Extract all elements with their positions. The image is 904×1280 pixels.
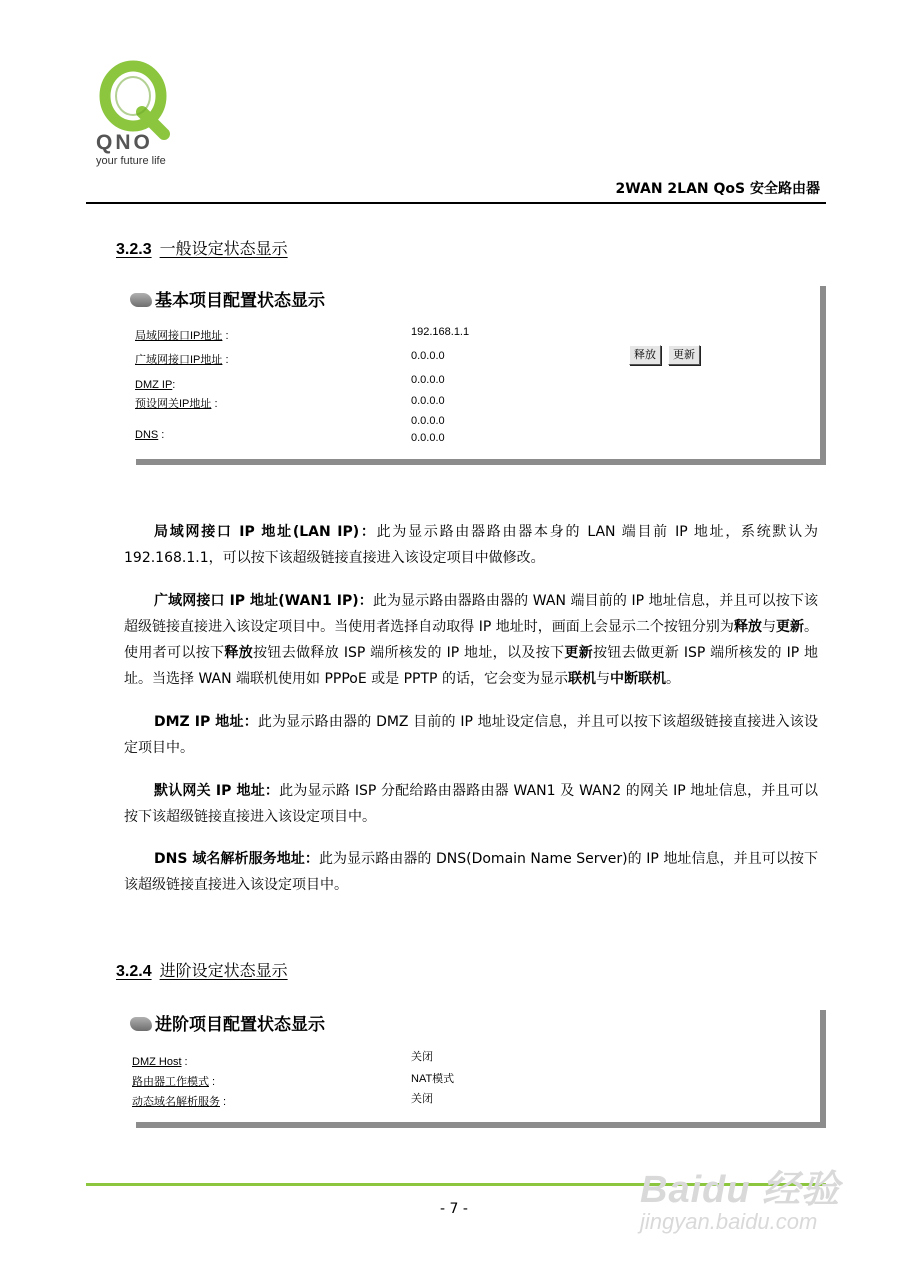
dns-value-1: 0.0.0.0 [411,415,445,427]
section-number: 3.2.4 [116,963,152,980]
dns-value-2: 0.0.0.0 [411,432,445,444]
row-dmz-ip [135,373,175,392]
paragraph-lead: 广域网接口 IP 地址(WAN1 IP)： [154,593,373,609]
row-ddns [132,1090,226,1109]
paragraph-text: 此为显示路由器的 DMZ 目前的 IP 地址设定信息，并且可以按下该超级链接直接进入该设定项目中。 [124,714,819,756]
paragraph-text: 此为显示路 ISP 分配给路由器路由器 WAN1 及 WAN2 的网关 IP 地址信息，并且可以按下该超级链接直接进入该设定项目中。 [124,783,819,825]
emphasis: 联机 [567,671,596,687]
bullet-icon [130,293,152,307]
paragraph-lead: DNS 域名解析服务地址： [154,851,319,867]
ddns-value: 关闭 [411,1093,433,1105]
emphasis: 释放 [224,645,254,661]
paragraph-lead: DMZ IP 地址： [154,714,258,730]
panel-title-text: 基本项目配置状态显示 [155,291,325,311]
header-divider [86,202,826,204]
paragraph-dns [124,846,818,898]
dns-link[interactable]: DNS [135,429,159,441]
paragraph-dmz-ip [124,709,818,761]
panel-title [130,286,325,311]
paragraph-text: 与 [761,619,776,635]
basic-status-panel [130,286,820,459]
row-dmz-host [132,1050,188,1069]
panel-shadow [136,1122,826,1128]
release-button[interactable]: 释放 [629,345,661,365]
paragraph-text: 与 [595,671,610,687]
section-title: 一般设定状态显示 [159,239,288,258]
colon: : [172,379,176,391]
logo-text: QNO [96,131,153,154]
row-router-mode [132,1070,215,1089]
paragraph-text: 。 [665,671,680,687]
gateway-ip-link[interactable]: 预设网关IP地址 [135,398,212,410]
section-heading-3-2-4 [116,958,288,981]
emphasis: 更新 [564,645,594,661]
paragraph-text: 按钮去做更新 ISP 端所核发的 IP 地址。当选择 WAN 端联机使用如 PPPoE 或是 PPTP 的话，它会变为显示 [124,645,819,687]
emphasis: 中断联机 [609,671,666,687]
paragraph-lan-ip [124,519,818,571]
colon: : [209,1076,216,1088]
panel-title [130,1010,325,1035]
colon: : [222,354,229,366]
renew-button[interactable]: 更新 [668,345,700,365]
dmz-host-value: 关闭 [411,1051,433,1063]
watermark-sub: jingyan.baidu.com [640,1209,818,1234]
colon: : [181,1056,188,1068]
row-wan-ip [135,348,229,367]
gateway-ip-value: 0.0.0.0 [411,395,445,407]
lan-ip-link[interactable]: 局域网接口IP地址 [135,330,223,342]
router-mode-value: NAT模式 [411,1073,455,1085]
bullet-icon [130,1017,152,1031]
row-lan-ip [135,324,229,343]
advanced-status-panel [130,1010,820,1122]
logo-tagline: your future life [96,155,166,167]
section-title: 进阶设定状态显示 [159,961,288,980]
baidu-watermark [640,1158,840,1235]
section-heading-3-2-3 [116,236,288,259]
colon: : [158,429,165,441]
watermark-main: Baidu 经验 [640,1169,841,1211]
router-mode-link[interactable]: 路由器工作模式 [132,1076,209,1088]
paragraph-text: 此为显示路由器路由器本身的 LAN 端目前 IP 地址，系统默认为 192.168.1.1，可以按下该超级链接直接进入该设定项目中做修改。 [124,524,818,566]
product-title: 2WAN 2LAN QoS 安全路由器 [615,181,820,197]
wan-ip-value: 0.0.0.0 [411,350,445,362]
panel-shadow [136,459,826,465]
dmz-ip-value: 0.0.0.0 [411,374,445,386]
dmz-ip-link[interactable]: DMZ IP [135,379,173,391]
section-number: 3.2.3 [116,241,152,258]
colon: : [220,1096,227,1108]
paragraph-text: 按钮去做释放 ISP 端所核发的 IP 地址，以及按下 [253,645,565,661]
ddns-link[interactable]: 动态域名解析服务 [132,1096,220,1108]
paragraph-text: 此为显示路由器的 DNS(Domain Name Server)的 IP 地址信息，并且可以按下该超级链接直接进入该设定项目中。 [124,851,818,893]
paragraph-gateway-ip [124,778,818,830]
colon: : [222,330,229,342]
row-gateway-ip [135,392,218,411]
wan-ip-link[interactable]: 广域网接口IP地址 [135,354,223,366]
paragraph-lead: 局域网接口 IP 地址(LAN IP)： [154,524,377,540]
emphasis: 释放 [733,619,762,635]
panel-shadow [820,286,826,465]
lan-ip-value: 192.168.1.1 [411,326,470,338]
paragraph-lead: 默认网关 IP 地址： [154,783,280,799]
row-dns [135,423,164,442]
emphasis: 更新 [775,619,805,635]
panel-shadow [820,1010,826,1128]
paragraph-text: 。使用者可以按下 [124,619,819,661]
panel-title-text: 进阶项目配置状态显示 [155,1015,325,1035]
colon: : [211,398,218,410]
page-number: - 7 - [440,1201,468,1217]
paragraph-text: 此为显示路由器路由器的 WAN 端目前的 IP 地址信息，并且可以按下该超级链接直接进入该设定项目中。当使用者选择自动取得 IP 地址时，画面上会显示二个按钮分别为 [124,593,818,635]
dmz-host-link[interactable]: DMZ Host [132,1056,182,1068]
paragraph-wan-ip [124,588,818,692]
